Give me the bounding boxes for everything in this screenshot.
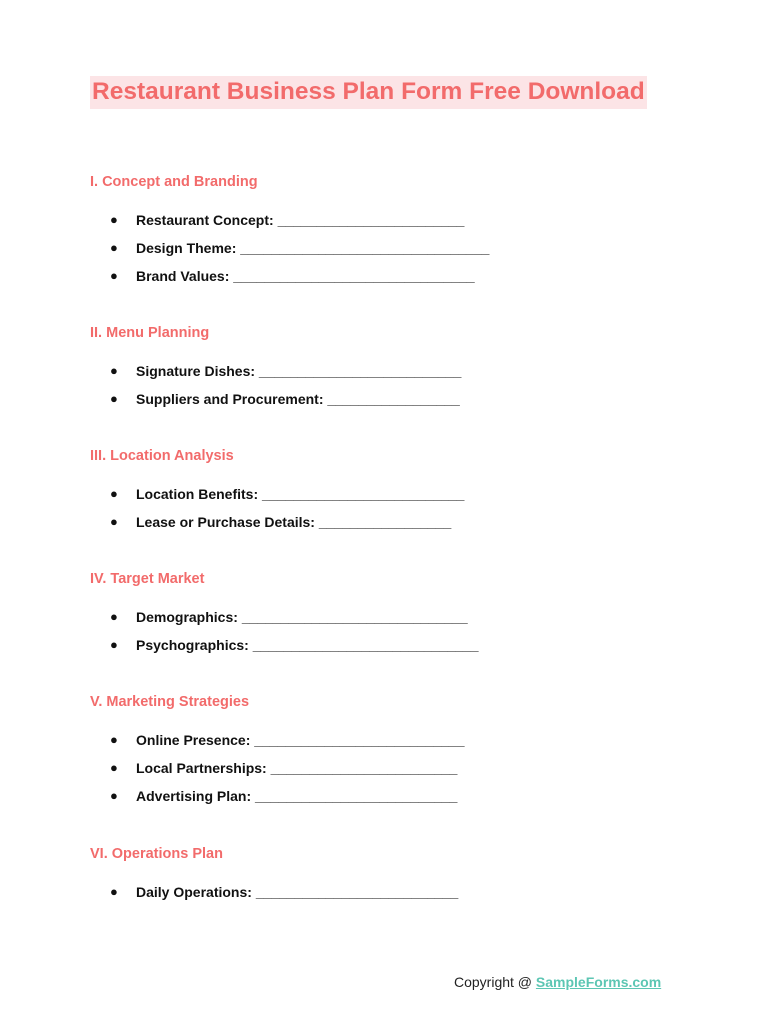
section-heading: IV. Target Market bbox=[90, 571, 205, 587]
bullet-icon: ● bbox=[110, 760, 118, 775]
field-label: Lease or Purchase Details: bbox=[136, 514, 315, 530]
section-heading: II. Menu Planning bbox=[90, 325, 210, 341]
section-heading: III. Location Analysis bbox=[90, 448, 234, 464]
form-field[interactable] bbox=[108, 362, 461, 390]
brand-link[interactable]: SampleForms.com bbox=[535, 974, 662, 990]
fill-in-blank[interactable]: _____________________________ bbox=[252, 637, 479, 653]
bullet-icon: ● bbox=[110, 240, 118, 255]
field-label: Signature Dishes: bbox=[136, 363, 256, 379]
form-field[interactable] bbox=[108, 267, 489, 295]
bullet-icon: ● bbox=[110, 788, 118, 803]
fill-in-blank[interactable]: ________________________ bbox=[270, 760, 458, 776]
fill-in-blank[interactable]: _________________ bbox=[318, 514, 452, 530]
section-marketing-strategies bbox=[90, 693, 690, 804]
field-list bbox=[108, 211, 489, 295]
field-list bbox=[108, 485, 464, 541]
copyright-text: Copyright @ bbox=[454, 974, 536, 990]
section-location-analysis bbox=[90, 447, 690, 530]
field-label: Daily Operations: bbox=[136, 884, 252, 900]
fill-in-blank[interactable]: _________________ bbox=[327, 391, 460, 407]
section-heading: V. Marketing Strategies bbox=[90, 694, 250, 710]
section-menu-planning bbox=[90, 324, 690, 407]
fill-in-blank[interactable]: _____________________________ bbox=[241, 609, 468, 625]
section-operations-plan bbox=[90, 845, 690, 900]
form-field[interactable] bbox=[108, 239, 489, 267]
section-heading: I. Concept and Branding bbox=[90, 174, 258, 190]
field-label: Demographics: bbox=[136, 609, 238, 625]
fill-in-blank[interactable]: __________________________ bbox=[258, 363, 462, 379]
fill-in-blank[interactable]: _______________________________ bbox=[233, 268, 475, 284]
fill-in-blank[interactable]: __________________________ bbox=[255, 884, 459, 900]
field-list bbox=[108, 608, 479, 664]
field-label: Online Presence: bbox=[136, 732, 251, 748]
form-field[interactable] bbox=[108, 390, 461, 418]
bullet-icon: ● bbox=[110, 609, 118, 624]
fill-in-blank[interactable]: ___________________________ bbox=[254, 732, 465, 748]
bullet-icon: ● bbox=[110, 212, 118, 227]
bullet-icon: ● bbox=[110, 391, 118, 406]
section-target-market bbox=[90, 570, 690, 653]
field-label: Local Partnerships: bbox=[136, 760, 267, 776]
field-label: Advertising Plan: bbox=[136, 788, 252, 804]
field-list bbox=[108, 362, 461, 418]
section-concept-branding bbox=[90, 173, 690, 284]
bullet-icon: ● bbox=[110, 363, 118, 378]
bullet-icon: ● bbox=[110, 486, 118, 501]
field-list bbox=[108, 731, 465, 815]
section-heading: VI. Operations Plan bbox=[90, 846, 223, 862]
form-field[interactable] bbox=[108, 883, 458, 911]
form-field[interactable] bbox=[108, 787, 465, 815]
bullet-icon: ● bbox=[110, 732, 118, 747]
field-label: Design Theme: bbox=[136, 240, 237, 256]
bullet-icon: ● bbox=[110, 268, 118, 283]
form-field[interactable] bbox=[108, 211, 489, 239]
form-field[interactable] bbox=[108, 608, 479, 636]
field-label: Brand Values: bbox=[136, 268, 230, 284]
form-field[interactable] bbox=[108, 759, 465, 787]
form-field[interactable] bbox=[108, 636, 479, 664]
field-label: Psychographics: bbox=[136, 637, 249, 653]
field-label: Location Benefits: bbox=[136, 486, 259, 502]
page-title: Restaurant Business Plan Form Free Download bbox=[90, 76, 647, 109]
fill-in-blank[interactable]: __________________________ bbox=[262, 486, 465, 502]
bullet-icon: ● bbox=[110, 514, 118, 529]
form-field[interactable] bbox=[108, 485, 464, 513]
form-field[interactable] bbox=[108, 513, 464, 541]
fill-in-blank[interactable]: ________________________________ bbox=[240, 240, 490, 256]
copyright-footer bbox=[454, 973, 661, 991]
field-label: Suppliers and Procurement: bbox=[136, 391, 324, 407]
field-list bbox=[108, 883, 458, 911]
form-field[interactable] bbox=[108, 731, 465, 759]
field-label: Restaurant Concept: bbox=[136, 212, 274, 228]
fill-in-blank[interactable]: __________________________ bbox=[255, 788, 458, 804]
bullet-icon: ● bbox=[110, 884, 118, 899]
fill-in-blank[interactable]: ________________________ bbox=[277, 212, 465, 228]
bullet-icon: ● bbox=[110, 637, 118, 652]
